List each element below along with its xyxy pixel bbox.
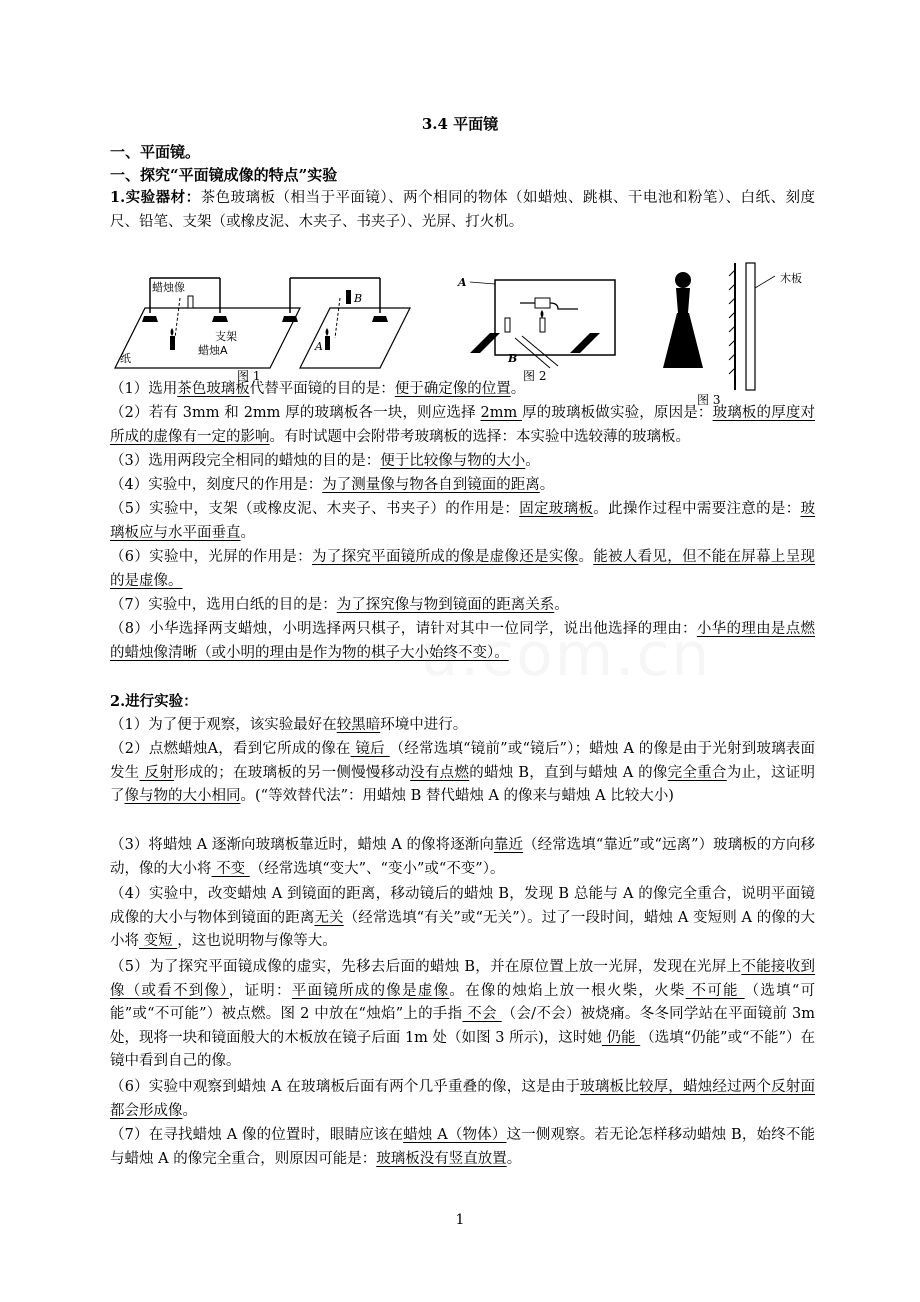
text-run: 为止，这证明了 [110, 764, 816, 804]
answer-blank: 不变 [211, 860, 250, 877]
answer-blank: 玻璃板比较厚，蜡烛经过两个反射面都会形成像 [110, 1079, 815, 1119]
text-run: 。(“等效替代法”：用蜡烛 B 替代蜡烛 A 的像来与蜡烛 A 比较大小) [240, 788, 674, 804]
text-run: 。 [506, 1150, 522, 1167]
step-4 [110, 883, 815, 954]
page-number: 1 [455, 1212, 465, 1228]
answer-blank: 玻璃板没有竖直放置 [376, 1150, 507, 1167]
text-run: （经常选填“靠近”或“远离”）玻璃板的方向移动，像的大小将 [110, 837, 816, 877]
question-3 [110, 450, 815, 474]
caption-fig1: 图 1 [237, 369, 261, 383]
text-run: （1）为了便于观察，该实验最好在 [110, 717, 337, 733]
answer-blank: 反射 [139, 764, 174, 781]
answer-blank: 没有点燃 [410, 764, 470, 781]
text-run: （1）选用 [110, 381, 178, 397]
answer-blank: 变短 [139, 933, 178, 949]
answer-blank: 蜡烛 A（物体） [403, 1127, 507, 1143]
answer-blank: 为了测量像与物各自到镜面的距离 [322, 477, 540, 493]
step-7 [110, 1124, 815, 1171]
text-run: （6）实验中，光屏的作用是： [110, 549, 312, 565]
text-run: （6）实验中观察到蜡烛 A 在玻璃板后面有两个几乎重叠的像，这是由于 [110, 1079, 581, 1095]
answer-blank: 固定玻璃板 [519, 501, 594, 517]
text-run: 这一侧观察。若无论怎样移动蜡烛 B，始终不能与蜡烛 A 的像完全重合，则原因可能是： [110, 1127, 815, 1167]
text-run: （2）若有 3mm 和 2mm 厚的玻璃板各一块，则应选择 [110, 405, 481, 421]
text-run: 。 [525, 453, 540, 469]
text-run: 。有时试题中会附带考玻璃板的选择：本实验中选较薄的玻璃板。 [269, 428, 690, 445]
text-run: 。 [539, 477, 555, 493]
answer-blank: 不可能 [685, 982, 745, 999]
step-1 [110, 714, 815, 738]
answer-blank: 不能接收到像（或看不到像） [110, 959, 815, 999]
text-run: 。此操作过程中需要注意的是： [593, 501, 801, 517]
text-run: ，证明： [228, 982, 292, 999]
fig2-label-b: B [508, 352, 518, 365]
question-1 [110, 378, 815, 402]
text-run: 。 [240, 524, 255, 541]
step-5 [110, 956, 815, 1074]
fig3-label-board: 木板 [780, 272, 802, 285]
text-run: （经常选填“变大”、“变小”或“不变”）。 [249, 860, 505, 877]
text-run: （3）选用两段完全相同的蜡烛的目的是： [110, 453, 381, 469]
text-run: ，这也说明物与像等大。 [177, 933, 337, 949]
answer-blank: 靠近 [493, 837, 524, 853]
answer-blank: 茶色玻璃板 [177, 381, 250, 397]
section-procedure [110, 690, 815, 715]
figure-1-right [282, 278, 410, 368]
heading-plane-mirror: 一、平面镜。 [110, 143, 201, 161]
text-run: （2）点燃蜡烛A，看到它所成的像在 [110, 741, 351, 757]
text-run: （4）实验中，刻度尺的作用是： [110, 477, 323, 493]
answer-blank: 玻璃板应与水平面垂直 [110, 501, 816, 541]
question-7 [110, 594, 815, 618]
question-4 [110, 474, 815, 498]
answer-blank: 无关 [314, 909, 344, 926]
text-run: （7）实验中，选用白纸的目的是： [110, 597, 337, 613]
text-run: 厚的玻璃板做实验，原因是： [522, 405, 713, 421]
answer-blank: 小华的理由是点燃的蜡烛像清晰（或小明的理由是作为物的棋子大小始终不变）。 [110, 621, 815, 661]
answer-blank: 为了探究像与物到镜面的距离关系 [336, 597, 555, 613]
answer-blank: 仍能 [601, 1029, 641, 1046]
text-run: （经常选填“有关”或“无关”）。过了一段时间，蜡烛 A 变短则 A 的像的大小将 [110, 909, 816, 949]
text-run: 。在像的烛焰上放一根火柴，火柴 [449, 982, 686, 999]
text-run: （选填“仍能”或“不能”）在镜中看到自己的像。 [110, 1029, 816, 1069]
step-3 [110, 834, 815, 881]
text-run: （会/不会）被烧痛。冬冬同学站在平面镜前 3m 处，现将一块和镜面般大的木板放在镜子后面 1m 处（如图 3 所示)，这时她 [110, 1006, 816, 1046]
text-run: （经常选填“镜前”或“镜后”）；蜡烛 A 的像是由于光射到玻璃表面发生 [110, 741, 815, 781]
page-title: 3.4 平面镜 [421, 115, 499, 133]
text-run: 。 [578, 549, 594, 565]
text-run: （5）为了探究平面镜成像的虚实，先移去后面的蜡烛 B，并在原位置上放一光屏，发现在光屏上 [110, 959, 742, 975]
text-run: 代替平面镜的目的是： [249, 381, 395, 397]
fig2-label-a: A [458, 276, 467, 289]
text-run: （7）在寻找蜡烛 A 像的位置时，眼睛应该在 [110, 1127, 404, 1143]
figure-1-left [115, 278, 300, 368]
question-2 [110, 402, 815, 449]
text-run: 环境中进行。 [380, 717, 468, 733]
answer-blank: 像与物的大小相同 [124, 788, 241, 804]
answer-blank: 较黑暗 [336, 717, 381, 733]
answer-blank: 玻璃板的厚度对所成的虚像有一定的影响 [110, 405, 816, 445]
fig1-label-image: 蜡烛像 [152, 281, 185, 294]
caption-fig3: 图 3 [697, 393, 721, 407]
text-run: （8）小华选择两支蜡烛，小明选择两只棋子，请针对其中一位同学，说出他选择的理由： [110, 621, 697, 637]
question-5 [110, 498, 815, 545]
answer-blank: 不会 [462, 1006, 502, 1022]
text-run: 。 [182, 1102, 197, 1119]
fig1-label-stand: 支架 [215, 330, 237, 343]
fig1b-label-b: B [354, 292, 363, 305]
answer-blank: 2mm [480, 405, 523, 421]
answer-blank: 便于确定像的位置 [394, 381, 511, 397]
text-run: 的蜡烛 B，直到与蜡烛 A 的像 [469, 764, 668, 781]
answer-blank: 平面镜所成的像是虚像 [291, 982, 450, 999]
question-8 [110, 618, 815, 665]
materials-label: 1.实验器材： [110, 189, 201, 206]
step-6 [110, 1076, 815, 1123]
heading-experiment: 一、探究“平面镜成像的特点”实验 [110, 166, 338, 184]
text-run: 形成的；在玻璃板的另一侧慢慢移动 [173, 764, 411, 781]
figure-2 [457, 276, 615, 368]
answer-blank: 为了探究平面镜所成的像是虚像还是实像 [311, 549, 579, 565]
question-6 [110, 546, 815, 593]
figure-3 [663, 263, 802, 390]
fig1-label-candle-a: 蜡烛A [198, 344, 228, 357]
text-run: 2.进行实验： [110, 693, 198, 710]
text-run: （4）实验中，改变蜡烛 A 到镜面的距离，移动镜后的蜡烛 B，发现 B 总能与 A 的像完全重合，说明平面镜成像的大小与物体到镜面的距离 [110, 886, 815, 926]
materials-text: 茶色玻璃板（相当于平面镜）、两个相同的物体（如蜡烛、跳棋、干电池和粉笔）、白纸、刻度尺、铅笔、支架（或橡皮泥、木夹子、书夹子）、光屏、打火机。 [110, 190, 815, 230]
fig1-label-paper: 纸 [120, 352, 131, 365]
text-run: （3）将蜡烛 A 逐渐向玻璃板靠近时，蜡烛 A 的像将逐渐向 [110, 837, 494, 853]
section-materials [110, 186, 815, 234]
answer-blank: 镜后 [350, 741, 390, 757]
text-run: 。 [510, 381, 526, 397]
text-run: 。 [554, 597, 569, 613]
answer-blank: 完全重合 [667, 764, 727, 781]
answer-blank: 能被人看见，但不能在屏幕上呈现的是虚像。 [110, 549, 816, 589]
step-2 [110, 738, 815, 809]
text-run: （选填“可能”或“不可能”）被点燃。图 2 中放在“烛焰”上的手指 [110, 982, 816, 1022]
caption-fig2: 图 2 [523, 369, 547, 383]
answer-blank: 便于比较像与物的大小 [380, 453, 526, 469]
fig1b-label-a: A [315, 340, 323, 353]
text-run: （5）实验中，支架（或橡皮泥、木夹子、书夹子）的作用是： [110, 501, 520, 517]
